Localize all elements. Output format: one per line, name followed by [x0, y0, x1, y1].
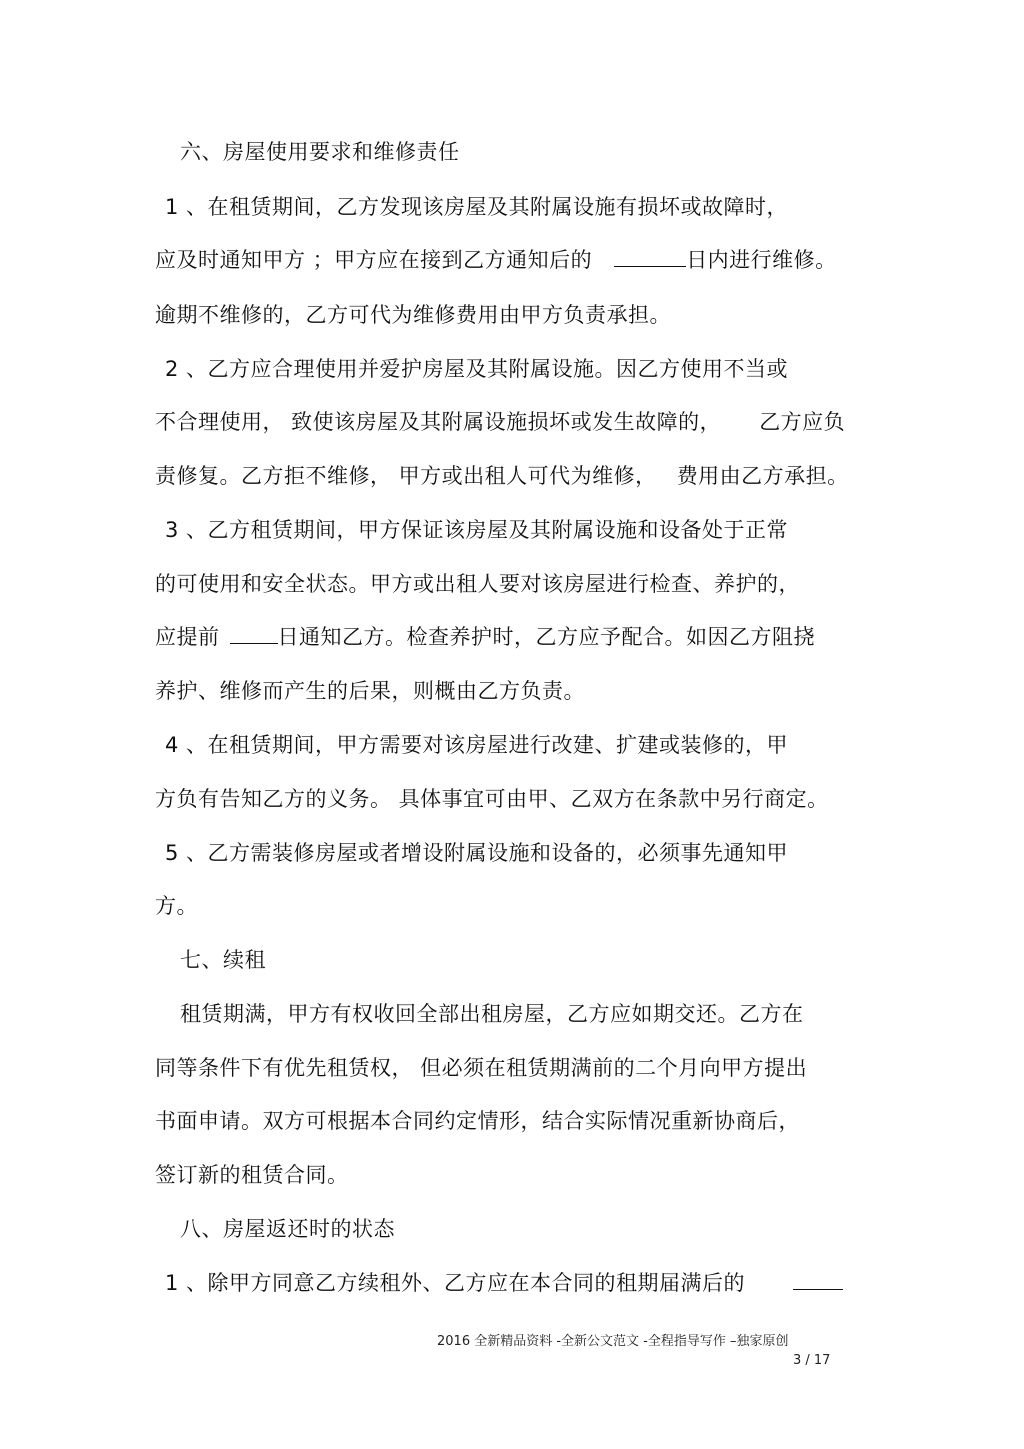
paragraph-line: 3 、乙方租赁期间，甲方保证该房屋及其附属设施和设备处于正常 [165, 518, 789, 542]
paragraph-line: 书面申请。双方可根据本合同约定情形，结合实际情况重新协商后， [155, 1109, 800, 1133]
paragraph-line: 的可使用和安全状态。甲方或出租人要对该房屋进行检查、养护的， [155, 572, 800, 596]
fill-in-blank [230, 625, 278, 644]
page-number: 3 / 17 [793, 1353, 831, 1368]
paragraph-line: 2 、乙方应合理使用并爱护房屋及其附属设施。因乙方使用不当或 [165, 357, 789, 381]
paragraph-line: 签订新的租赁合同。 [155, 1163, 349, 1187]
text-segment: 1 、除甲方同意乙方续租外、乙方应在本合同的租期届满后的 [165, 1271, 746, 1295]
paragraph-line: 逾期不维修的，乙方可代为维修费用由甲方负责承担。 [155, 303, 671, 327]
paragraph-line: 方。 [155, 894, 198, 918]
paragraph-line: 5 、乙方需装修房屋或者增设附属设施和设备的，必须事先通知甲 [165, 841, 789, 865]
paragraph-line [155, 622, 875, 652]
section-heading-6: 六、房屋使用要求和维修责任 [180, 140, 460, 164]
text-segment: 费用由乙方承担。 [676, 464, 849, 488]
paragraph-line: 1 、在租赁期间，乙方发现该房屋及其附属设施有损坏或故障时， [165, 195, 789, 219]
paragraph-line [155, 461, 875, 491]
paragraph-line [155, 407, 875, 437]
text-segment: 不合理使用， 致使该房屋及其附属设施损坏或发生故障的， [155, 410, 722, 434]
text-segment: 乙方应负 [759, 410, 846, 434]
text-segment: 责修复。乙方拒不维修， 甲方或出租人可代为维修， [155, 464, 657, 488]
text-segment: 应提前 [155, 625, 220, 649]
paragraph-line: 同等条件下有优先租赁权， 但必须在租赁期满前的二个月向甲方提出 [155, 1056, 808, 1080]
paragraph-line [165, 1268, 885, 1298]
section-heading-7: 七、续租 [180, 948, 266, 972]
fill-in-blank [614, 248, 686, 267]
paragraph-line: 养护、维修而产生的后果，则概由乙方负责。 [155, 679, 585, 703]
text-segment: 日通知乙方。检查养护时，乙方应予配合。如因乙方阻挠 [277, 625, 815, 649]
paragraph-line: 4 、在租赁期间，甲方需要对该房屋进行改建、扩建或装修的，甲 [165, 733, 789, 757]
fill-in-blank [793, 1271, 843, 1290]
paragraph-line: 方负有告知乙方的义务。 具体事宜可由甲、乙双方在条款中另行商定。 [155, 787, 829, 811]
text-segment: 应及时通知甲方 ；甲方应在接到乙方通知后的 [155, 248, 593, 272]
paragraph-line: 租赁期满，甲方有权收回全部出租房屋，乙方应如期交还。乙方在 [180, 1002, 804, 1026]
paragraph-line [155, 245, 875, 275]
section-heading-8: 八、房屋返还时的状态 [180, 1217, 395, 1241]
footer-slogan: 2016 全新精品资料 -全新公文范文 -全程指导写作 –独家原创 [437, 1334, 789, 1349]
text-segment: 日内进行维修。 [686, 248, 837, 272]
